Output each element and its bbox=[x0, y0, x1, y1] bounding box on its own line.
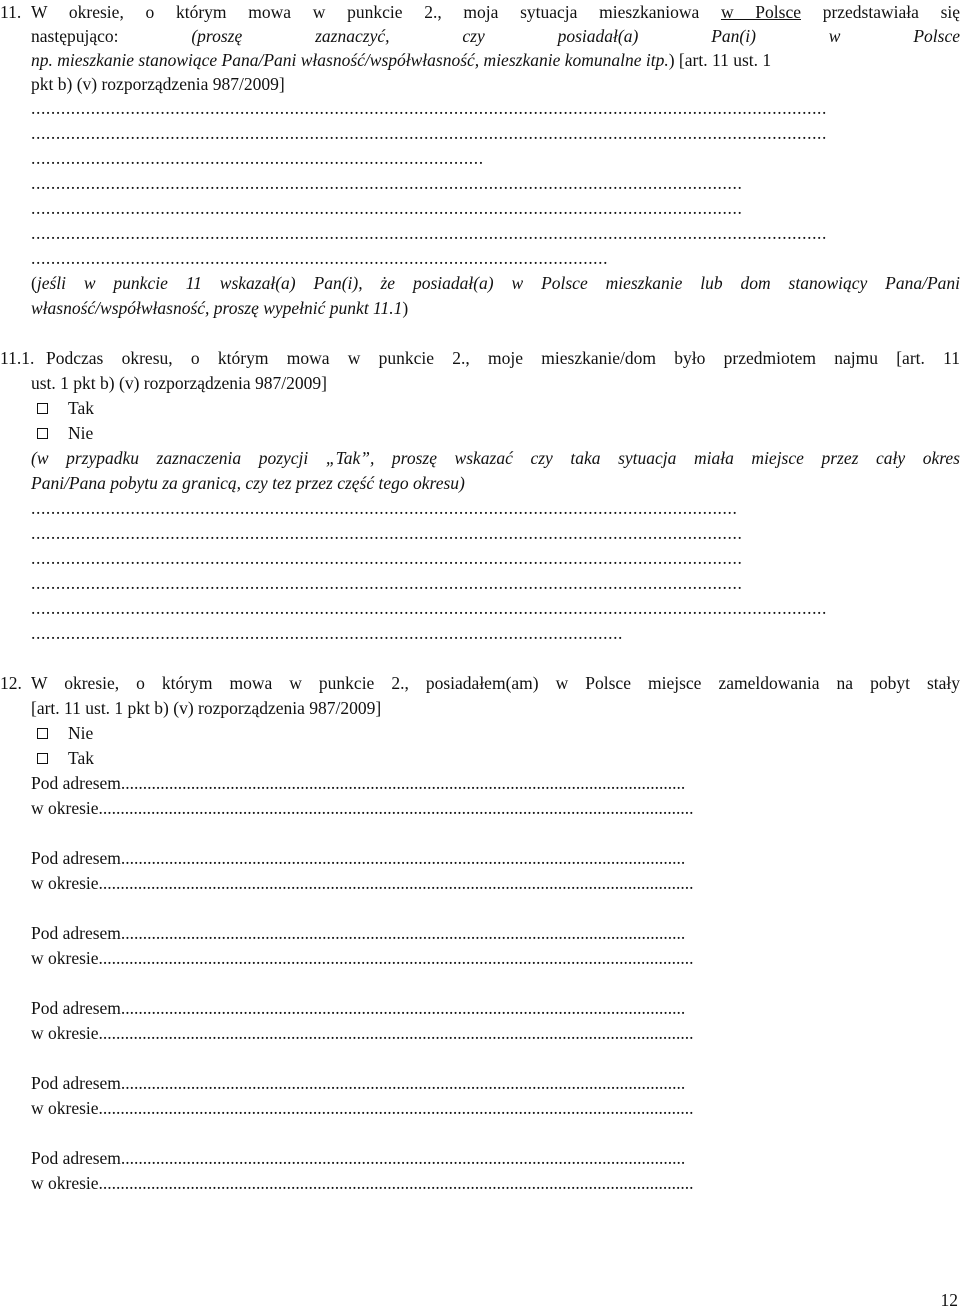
period-field-5[interactable]: w okresie........................................................................................................................................ bbox=[31, 1098, 694, 1118]
checkbox-nie[interactable] bbox=[37, 728, 48, 739]
answer-line-11-1[interactable]: ................................................................................................................................................................ bbox=[31, 98, 827, 118]
question-11-1-note-line2: Pani/Pana pobytu za granicą, czy tez przez część tego okresu) bbox=[31, 473, 465, 493]
question-11-number: 11. bbox=[0, 2, 22, 22]
answer-line-11-3[interactable]: ........................................................................................... bbox=[31, 148, 484, 168]
question-11-line4: pkt b) (v) rozporządzenia 987/2009] bbox=[31, 74, 285, 94]
answer-line-11-7[interactable]: .................................................................................................................... bbox=[31, 248, 609, 268]
question-12-line2: [art. 11 ust. 1 pkt b) (v) rozporządzenia 987/2009] bbox=[31, 698, 382, 718]
checkbox-tak[interactable] bbox=[37, 403, 48, 414]
underlined-w-polsce: w Polsce bbox=[720, 2, 801, 22]
question-12-number: 12. bbox=[0, 673, 22, 693]
answer-line-11-1-1[interactable]: .............................................................................................................................................. bbox=[31, 498, 738, 518]
answer-line-11-6[interactable]: ................................................................................................................................................................ bbox=[31, 223, 827, 243]
answer-line-11-1-4[interactable]: ............................................................................................................................................... bbox=[31, 573, 743, 593]
question-11-line1: W okresie, o którym mowa w punkcie 2., moja sytuacja mieszkaniowa w Polsce przedstawiała się bbox=[31, 2, 960, 22]
answer-line-11-1-5[interactable]: ................................................................................................................................................................ bbox=[31, 598, 827, 618]
question-11-1-line1: Podczas okresu, o którym mowa w punkcie 2., moje mieszkanie/dom było przedmiotem najmu [art. 11 bbox=[46, 348, 960, 368]
answer-line-11-1-3[interactable]: ............................................................................................................................................... bbox=[31, 548, 743, 568]
option-tak-11-1[interactable]: Tak bbox=[37, 396, 94, 420]
address-field-1[interactable]: Pod adresem................................................................................................................................. bbox=[31, 773, 686, 793]
checkbox-nie[interactable] bbox=[37, 428, 48, 439]
question-12-line1: W okresie, o którym mowa w punkcie 2., posiadałem(am) w Polsce miejsce zameldowania na pobyt stały bbox=[31, 673, 960, 693]
option-tak-12[interactable]: Tak bbox=[37, 746, 94, 770]
address-field-6[interactable]: Pod adresem................................................................................................................................. bbox=[31, 1148, 686, 1168]
question-11-line2: następująco: (proszę zaznaczyć, czy posiadał(a) Pan(i) w Polsce bbox=[31, 26, 960, 46]
address-field-4[interactable]: Pod adresem................................................................................................................................. bbox=[31, 998, 686, 1018]
question-11-1-note-line1: (w przypadku zaznaczenia pozycji „Tak”, proszę wskazać czy taka sytuacja miała miejsce przez cały okres bbox=[31, 448, 960, 468]
question-11-note-line1: (jeśli w punkcie 11 wskazał(a) Pan(i), że posiadał(a) w Polsce mieszkanie lub dom stanowiący Pana/Pani bbox=[31, 273, 960, 293]
option-nie-12[interactable]: Nie bbox=[37, 721, 93, 745]
answer-line-11-4[interactable]: ............................................................................................................................................... bbox=[31, 173, 743, 193]
answer-line-11-1-6[interactable]: ....................................................................................................................... bbox=[31, 623, 624, 643]
address-field-2[interactable]: Pod adresem................................................................................................................................. bbox=[31, 848, 686, 868]
option-nie-11-1[interactable]: Nie bbox=[37, 421, 93, 445]
address-field-3[interactable]: Pod adresem................................................................................................................................. bbox=[31, 923, 686, 943]
answer-line-11-5[interactable]: ............................................................................................................................................... bbox=[31, 198, 743, 218]
answer-line-11-2[interactable]: ................................................................................................................................................................ bbox=[31, 123, 827, 143]
question-11-line3: np. mieszkanie stanowiące Pana/Pani własność/współwłasność, mieszkanie komunalne itp.) [art. 11 ust. 1 bbox=[31, 50, 772, 70]
checkbox-tak[interactable] bbox=[37, 753, 48, 764]
period-field-4[interactable]: w okresie........................................................................................................................................ bbox=[31, 1023, 694, 1043]
period-field-6[interactable]: w okresie........................................................................................................................................ bbox=[31, 1173, 694, 1193]
period-field-1[interactable]: w okresie........................................................................................................................................ bbox=[31, 798, 694, 818]
question-11-1-number: 11.1. bbox=[0, 348, 35, 368]
period-field-2[interactable]: w okresie........................................................................................................................................ bbox=[31, 873, 694, 893]
question-11-1-line2: ust. 1 pkt b) (v) rozporządzenia 987/2009] bbox=[31, 373, 327, 393]
address-field-5[interactable]: Pod adresem................................................................................................................................. bbox=[31, 1073, 686, 1093]
page-number: 12 bbox=[940, 1290, 958, 1310]
question-11-note-line2: własność/współwłasność, proszę wypełnić punkt 11.1) bbox=[31, 298, 409, 318]
period-field-3[interactable]: w okresie........................................................................................................................................ bbox=[31, 948, 694, 968]
answer-line-11-1-2[interactable]: ............................................................................................................................................... bbox=[31, 523, 743, 543]
